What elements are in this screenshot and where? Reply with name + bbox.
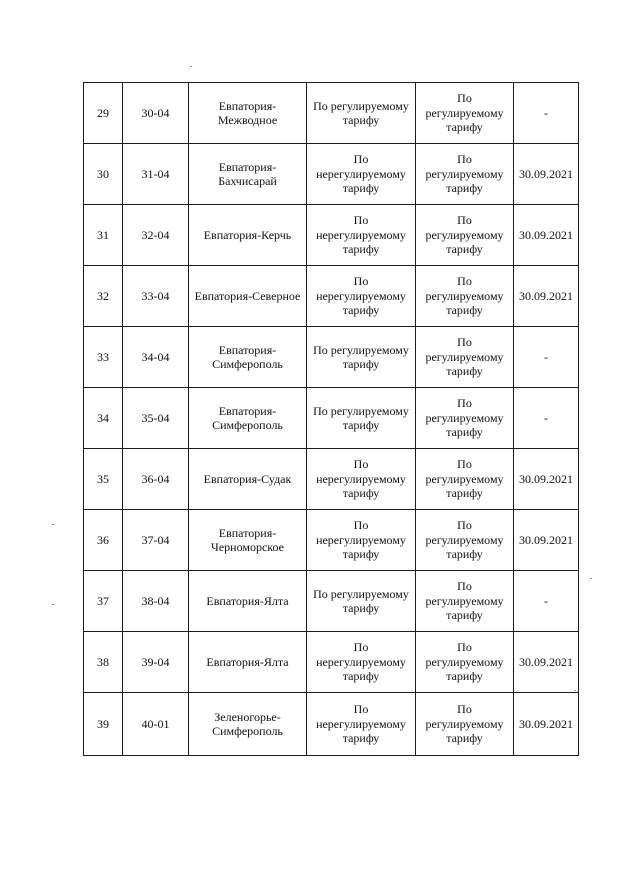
date-cell: 30.09.2021	[514, 510, 579, 571]
date-cell: 30.09.2021	[514, 205, 579, 266]
current-tariff-cell-line: По регулируемому	[313, 403, 409, 418]
table-row	[84, 205, 579, 266]
current-tariff-cell-line: По	[353, 640, 369, 655]
current-tariff-cell-line: По	[353, 518, 369, 533]
route-name-cell-line: Симферополь	[212, 357, 283, 371]
current-tariff-cell-line: тарифу	[342, 547, 380, 562]
route-name-cell-line: Черноморское	[211, 540, 284, 554]
scan-speck	[52, 604, 54, 605]
new-tariff-cell-line: тарифу	[446, 608, 483, 623]
current-tariff-cell	[307, 83, 416, 144]
row-number-cell: 29	[84, 83, 123, 144]
route-name-cell-line: Евпатория-	[218, 98, 277, 113]
current-tariff-cell-line: По	[353, 213, 369, 228]
route-name-cell	[189, 571, 307, 632]
route-name-cell-line: Евпатория-Ялта	[206, 593, 289, 608]
route-code-cell: 31-04	[123, 144, 189, 205]
current-tariff-cell	[307, 693, 416, 756]
route-name-cell	[189, 632, 307, 693]
current-tariff-cell	[307, 144, 416, 205]
new-tariff-cell-line: регулируемому	[425, 288, 504, 303]
row-number-cell: 36	[84, 510, 123, 571]
new-tariff-cell	[416, 144, 514, 205]
routes-table-body	[84, 83, 579, 756]
new-tariff-cell-line: регулируемому	[425, 410, 504, 425]
date-cell: 30.09.2021	[514, 449, 579, 510]
current-tariff-cell-line: тарифу	[342, 669, 380, 684]
routes-table	[83, 82, 579, 756]
new-tariff-cell-line: тарифу	[446, 731, 483, 746]
current-tariff-cell-line: нерегулируемому	[316, 471, 406, 486]
new-tariff-cell	[416, 510, 514, 571]
new-tariff-cell-line: регулируемому	[425, 593, 504, 608]
table-row	[84, 327, 579, 388]
current-tariff-cell-line: По	[353, 152, 369, 167]
row-number-cell: 37	[84, 571, 123, 632]
current-tariff-cell	[307, 571, 416, 632]
route-name-cell-line: Евпатория-	[218, 525, 277, 540]
route-name-cell-line: Евпатория-Ялта	[206, 654, 289, 669]
current-tariff-cell-line: нерегулируемому	[316, 288, 406, 303]
current-tariff-cell-line: тарифу	[342, 601, 380, 615]
route-name-cell-line: Евпатория-	[218, 403, 277, 418]
date-cell: 30.09.2021	[514, 266, 579, 327]
new-tariff-cell	[416, 327, 514, 388]
date-cell: -	[514, 571, 579, 632]
current-tariff-cell-line: тарифу	[342, 357, 380, 371]
new-tariff-cell-line: По	[457, 396, 472, 411]
route-name-cell-line: Евпатория-	[218, 159, 277, 174]
route-code-cell: 34-04	[123, 327, 189, 388]
new-tariff-cell-line: По	[457, 91, 472, 106]
row-number-cell: 34	[84, 388, 123, 449]
route-name-cell	[189, 205, 307, 266]
row-number-cell: 38	[84, 632, 123, 693]
table-row	[84, 632, 579, 693]
route-name-cell-line: Евпатория-Керчь	[203, 227, 292, 242]
new-tariff-cell-line: тарифу	[446, 425, 483, 440]
new-tariff-cell-line: тарифу	[446, 669, 483, 684]
table-row	[84, 571, 579, 632]
new-tariff-cell-line: По	[457, 335, 472, 350]
new-tariff-cell-line: По	[457, 152, 472, 167]
route-name-cell-line: Зеленогорье-	[214, 709, 281, 724]
route-code-cell: 38-04	[123, 571, 189, 632]
route-name-cell-line: Евпатория-Северное	[194, 288, 301, 303]
route-code-cell: 33-04	[123, 266, 189, 327]
current-tariff-cell-line: тарифу	[342, 486, 380, 501]
current-tariff-cell	[307, 266, 416, 327]
new-tariff-cell-line: тарифу	[446, 181, 483, 196]
route-code-cell: 32-04	[123, 205, 189, 266]
new-tariff-cell-line: регулируемому	[425, 227, 504, 242]
current-tariff-cell-line: нерегулируемому	[316, 227, 406, 242]
date-cell: -	[514, 83, 579, 144]
route-name-cell	[189, 388, 307, 449]
new-tariff-cell-line: По	[457, 518, 472, 533]
new-tariff-cell-line: тарифу	[446, 364, 483, 379]
scan-speck	[52, 524, 54, 525]
current-tariff-cell-line: По	[353, 457, 369, 472]
route-name-cell	[189, 266, 307, 327]
row-number-cell: 30	[84, 144, 123, 205]
current-tariff-cell	[307, 205, 416, 266]
table-row	[84, 693, 579, 756]
current-tariff-cell-line: По регулируемому	[313, 342, 409, 357]
table-row	[84, 449, 579, 510]
new-tariff-cell-line: тарифу	[446, 547, 483, 562]
new-tariff-cell-line: По	[457, 640, 472, 655]
new-tariff-cell-line: По	[457, 579, 472, 594]
scan-speck	[574, 690, 576, 691]
current-tariff-cell	[307, 510, 416, 571]
current-tariff-cell-line: нерегулируемому	[316, 716, 406, 731]
current-tariff-cell-line: тарифу	[342, 113, 380, 127]
new-tariff-cell-line: регулируемому	[425, 716, 504, 731]
scan-speck	[590, 578, 592, 579]
new-tariff-cell-line: регулируемому	[425, 349, 504, 364]
row-number-cell: 32	[84, 266, 123, 327]
new-tariff-cell	[416, 388, 514, 449]
route-code-cell: 39-04	[123, 632, 189, 693]
new-tariff-cell	[416, 205, 514, 266]
new-tariff-cell-line: По	[457, 274, 472, 289]
new-tariff-cell	[416, 266, 514, 327]
new-tariff-cell-line: регулируемому	[425, 105, 504, 120]
new-tariff-cell-line: регулируемому	[425, 654, 504, 669]
new-tariff-cell-line: регулируемому	[425, 166, 504, 181]
row-number-cell: 31	[84, 205, 123, 266]
current-tariff-cell-line: тарифу	[342, 242, 380, 257]
current-tariff-cell-line: По регулируемому	[313, 98, 409, 113]
table-row	[84, 510, 579, 571]
route-name-cell	[189, 693, 307, 756]
current-tariff-cell-line: По	[353, 274, 369, 289]
row-number-cell: 35	[84, 449, 123, 510]
new-tariff-cell-line: регулируемому	[425, 471, 504, 486]
route-name-cell-line: Симферополь	[212, 724, 283, 738]
current-tariff-cell-line: По регулируемому	[313, 586, 409, 601]
route-code-cell: 30-04	[123, 83, 189, 144]
current-tariff-cell-line: тарифу	[342, 303, 380, 318]
route-name-cell-line: Евпатория-	[218, 342, 277, 357]
route-name-cell	[189, 83, 307, 144]
new-tariff-cell-line: По	[457, 702, 472, 717]
current-tariff-cell	[307, 632, 416, 693]
new-tariff-cell-line: регулируемому	[425, 532, 504, 547]
date-cell: -	[514, 327, 579, 388]
route-name-cell-line: Бахчисарай	[218, 174, 277, 188]
date-cell: 30.09.2021	[514, 693, 579, 756]
new-tariff-cell-line: тарифу	[446, 120, 483, 135]
current-tariff-cell	[307, 388, 416, 449]
route-code-cell: 35-04	[123, 388, 189, 449]
current-tariff-cell-line: По	[353, 702, 369, 717]
new-tariff-cell	[416, 571, 514, 632]
table-row	[84, 266, 579, 327]
new-tariff-cell	[416, 632, 514, 693]
current-tariff-cell-line: тарифу	[342, 181, 380, 196]
scan-speck	[190, 66, 192, 67]
current-tariff-cell	[307, 327, 416, 388]
new-tariff-cell	[416, 693, 514, 756]
new-tariff-cell-line: По	[457, 213, 472, 228]
current-tariff-cell	[307, 449, 416, 510]
current-tariff-cell-line: тарифу	[342, 418, 380, 432]
new-tariff-cell	[416, 83, 514, 144]
new-tariff-cell-line: тарифу	[446, 303, 483, 318]
table-row	[84, 83, 579, 144]
new-tariff-cell-line: По	[457, 457, 472, 472]
route-name-cell	[189, 449, 307, 510]
route-name-cell-line: Симферополь	[212, 418, 283, 432]
row-number-cell: 39	[84, 693, 123, 756]
row-number-cell: 33	[84, 327, 123, 388]
route-code-cell: 37-04	[123, 510, 189, 571]
new-tariff-cell	[416, 449, 514, 510]
route-name-cell-line: Межводное	[217, 113, 278, 127]
route-code-cell: 36-04	[123, 449, 189, 510]
current-tariff-cell-line: нерегулируемому	[316, 654, 406, 669]
route-name-cell	[189, 327, 307, 388]
route-name-cell	[189, 144, 307, 205]
current-tariff-cell-line: тарифу	[342, 731, 380, 746]
date-cell: 30.09.2021	[514, 144, 579, 205]
table-row	[84, 144, 579, 205]
current-tariff-cell-line: нерегулируемому	[316, 532, 406, 547]
current-tariff-cell-line: нерегулируемому	[316, 166, 406, 181]
route-name-cell	[189, 510, 307, 571]
route-code-cell: 40-01	[123, 693, 189, 756]
table-row	[84, 388, 579, 449]
date-cell: -	[514, 388, 579, 449]
date-cell: 30.09.2021	[514, 632, 579, 693]
route-name-cell-line: Евпатория-Судак	[203, 471, 292, 486]
new-tariff-cell-line: тарифу	[446, 242, 483, 257]
new-tariff-cell-line: тарифу	[446, 486, 483, 501]
